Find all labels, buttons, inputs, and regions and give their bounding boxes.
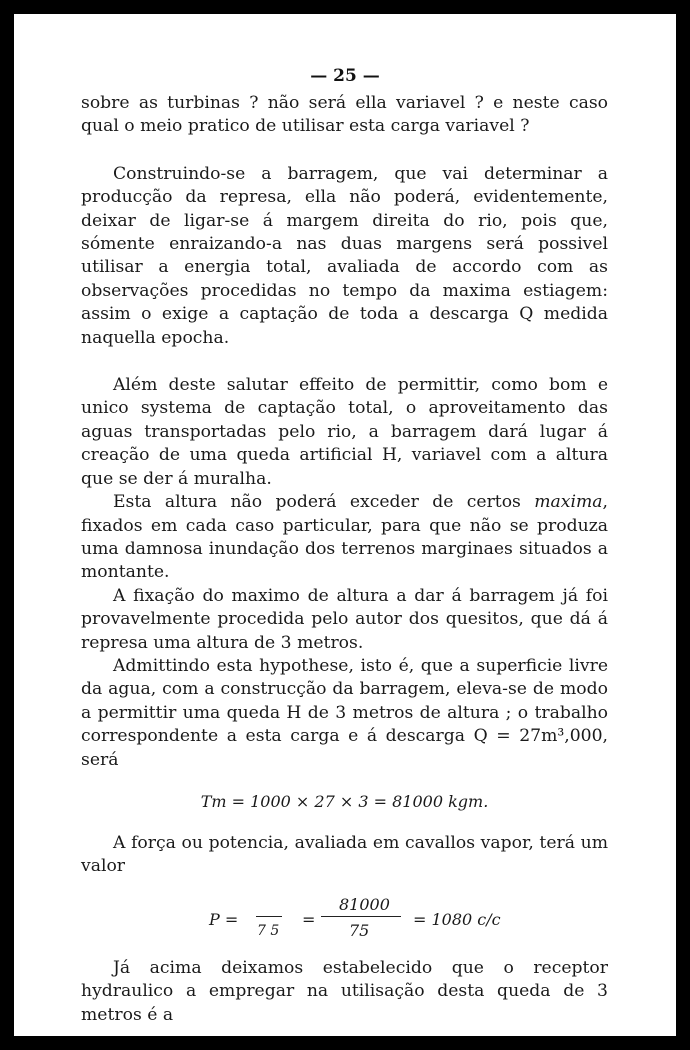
paragraph-8: Já acima deixamos estabelecido que o receptor hydraulico a empregar na utilisação desta queda de 3 metros é a <box>81 957 608 1025</box>
paragraph-4-maxima: maxima <box>534 492 603 513</box>
paragraph-4-start: Esta altura não poderá exceder de certos <box>113 492 535 513</box>
paragraph-3: Além deste salutar effeito de permittir, como bom e unico systema de captação total, o aproveitamento das aguas transportadas pelo rio, a barragem dará lugar á creação de uma queda artificial H, variavel com a altura que se der á muralha. <box>81 375 608 489</box>
paragraph-7: A força ou potencia, avaliada em cavallos vapor, terá um valor <box>81 832 608 877</box>
book-page <box>14 14 676 1036</box>
power-lhs: P = <box>209 909 239 929</box>
page-body <box>81 92 608 1027</box>
paragraph-1: sobre as turbinas ? não será ella variavel ? e neste caso qual o meio pratico de utilisar esta carga variavel ? <box>81 93 608 137</box>
power-fraction-2-numerator: 81000 <box>339 894 390 914</box>
paragraph-6: Admittindo esta hypothese, isto é, que a superficie livre da agua, com a construcção da barragem, eleva-se de modo a permittir uma queda H de 3 metros de altura ; o trabalho correspondente a esta carga e á descarga Q = 27m³,000, será <box>81 655 608 770</box>
page-number: — 25 — <box>310 66 380 86</box>
power-result: = 1080 c/c <box>413 909 501 929</box>
paragraph-2: Construindo-se a barragem, que vai determinar a producção da represa, ella não poderá, evidentemente, deixar de ligar-se á margem direita do rio, pois que, sómente enraizando-a nas duas margens será possivel utilisar a energia total, avaliada de accordo com as observações procedidas no tempo da maxima estiagem: assim o exige a captação de toda a descarga Q medida naquella epocha. <box>81 163 608 348</box>
power-fraction-2-denominator: 75 <box>349 920 370 940</box>
power-fraction-1-denominator: 7 5 <box>257 922 280 939</box>
paragraph-4-end: , fixados em cada caso particular, para que não se produza uma damnosa inundação dos terrenos marginaes situados a montante. <box>81 492 608 583</box>
power-equals-2: = <box>302 909 316 929</box>
work-equation: Tm = 1000 × 27 × 3 = 81000 kgm. <box>200 791 489 811</box>
paragraph-5: A fixação do maximo de altura a dar á barragem já foi provavelmente procedida pelo autor dos quesitos, que dá á represa uma altura de 3 metros. <box>81 585 608 653</box>
paragraph-4 <box>81 491 608 585</box>
power-equation <box>81 893 608 943</box>
